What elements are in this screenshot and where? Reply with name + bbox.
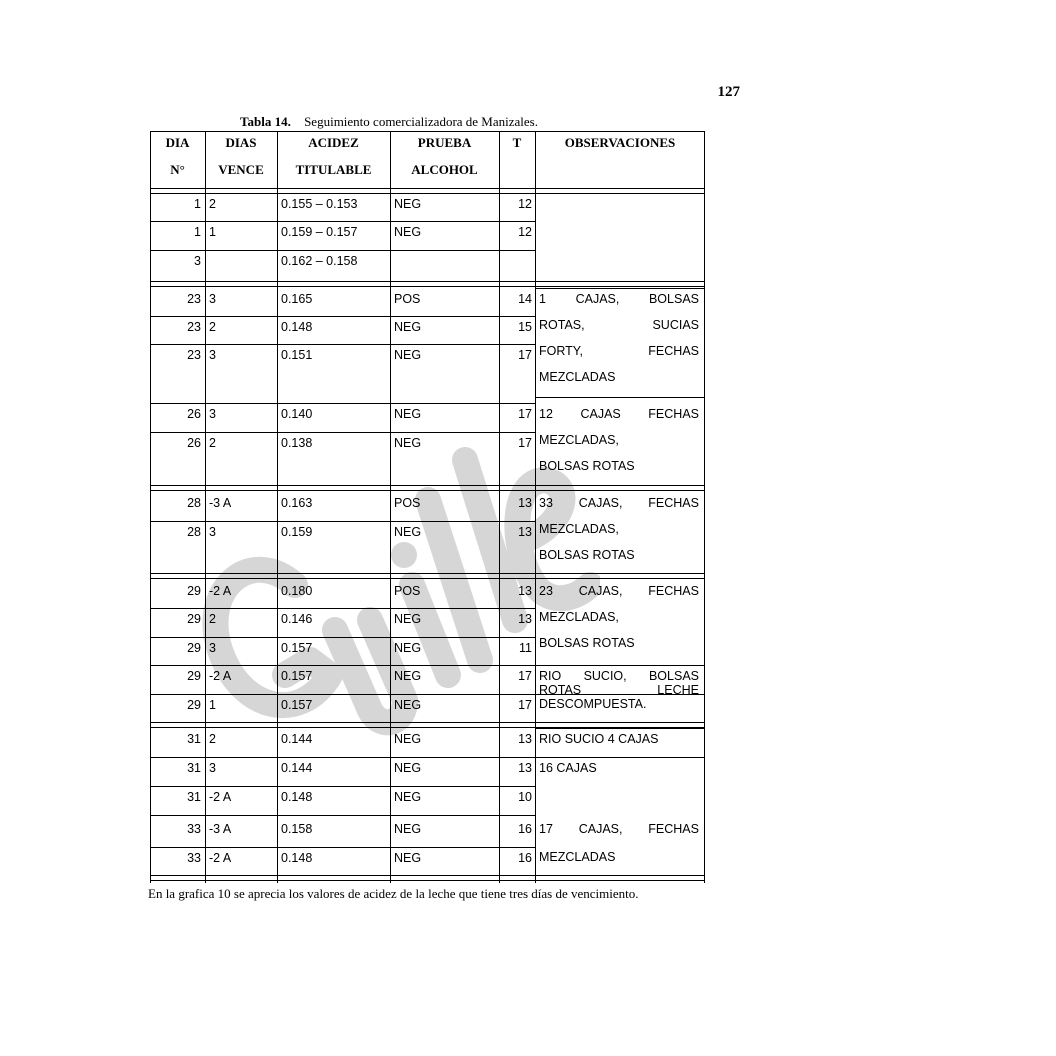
cell-dia: 31 bbox=[187, 732, 201, 746]
cell-temperature: 12 bbox=[518, 197, 532, 211]
cell-temperature: 15 bbox=[518, 320, 532, 334]
data-table bbox=[150, 131, 705, 883]
header-acidez: TITULABLE bbox=[295, 162, 372, 177]
cell-dias-vence: -3 A bbox=[209, 496, 232, 510]
cell-dia: 3 bbox=[194, 254, 201, 268]
cell-dia: 31 bbox=[187, 790, 201, 804]
observation-text: MEZCLADAS, bbox=[539, 433, 619, 447]
cell-temperature: 13 bbox=[518, 761, 532, 775]
cell-dia: 33 bbox=[187, 822, 201, 836]
cell-prueba-alcohol: NEG bbox=[394, 348, 422, 362]
cell-dia: 23 bbox=[187, 320, 201, 334]
cell-temperature: 17 bbox=[518, 407, 532, 421]
page-number: 127 bbox=[717, 84, 740, 100]
cell-dia: 33 bbox=[187, 851, 201, 865]
cell-dias-vence: -3 A bbox=[209, 822, 232, 836]
cell-prueba-alcohol: NEG bbox=[394, 197, 422, 211]
cell-acidez: 0.157 bbox=[281, 641, 313, 655]
cell-dia: 26 bbox=[187, 407, 201, 421]
cell-temperature: 13 bbox=[518, 496, 532, 510]
cell-dia: 26 bbox=[187, 436, 201, 450]
cell-acidez: 0.148 bbox=[281, 790, 313, 804]
cell-temperature: 13 bbox=[518, 584, 532, 598]
cell-dias-vence: 1 bbox=[209, 698, 216, 712]
cell-dia: 28 bbox=[187, 525, 201, 539]
cell-dias-vence: -2 A bbox=[209, 669, 232, 683]
caption-text: Seguimiento comercializadora de Manizales. bbox=[304, 114, 538, 129]
cell-acidez: 0.148 bbox=[281, 320, 313, 334]
cell-dia: 29 bbox=[187, 698, 201, 712]
cell-acidez: 0.158 bbox=[281, 822, 313, 836]
header-acidez: ACIDEZ bbox=[308, 135, 359, 150]
observation-text: BOLSAS ROTAS bbox=[539, 548, 635, 562]
body-paragraph: En la grafica 10 se aprecia los valores de acidez de la leche que tiene tres días de vencimiento. bbox=[148, 886, 639, 901]
cell-prueba-alcohol: NEG bbox=[394, 732, 422, 746]
observation-text: 16 CAJAS bbox=[539, 761, 597, 775]
cell-temperature: 14 bbox=[518, 292, 532, 306]
observation-text: ROTAS, SUCIAS bbox=[539, 318, 699, 332]
cell-acidez: 0.180 bbox=[281, 584, 313, 598]
cell-prueba-alcohol: NEG bbox=[394, 436, 422, 450]
observation-text: MEZCLADAS, bbox=[539, 522, 619, 536]
cell-dias-vence: 2 bbox=[209, 732, 216, 746]
table-caption bbox=[240, 114, 538, 130]
header-dias: VENCE bbox=[218, 162, 264, 177]
observation-text: FORTY, FECHAS bbox=[539, 344, 699, 358]
cell-dia: 23 bbox=[187, 348, 201, 362]
cell-dias-vence: 2 bbox=[209, 197, 216, 211]
cell-acidez: 0.146 bbox=[281, 612, 313, 626]
observation-text: 12 CAJAS FECHAS bbox=[539, 407, 699, 421]
cell-temperature: 17 bbox=[518, 436, 532, 450]
cell-prueba-alcohol: NEG bbox=[394, 320, 422, 334]
observation-text: MEZCLADAS, bbox=[539, 610, 619, 624]
cell-temperature: 10 bbox=[518, 790, 532, 804]
observation-text: 17 CAJAS, FECHAS bbox=[539, 822, 699, 836]
cell-prueba-alcohol: NEG bbox=[394, 669, 422, 683]
header-dias: DIAS bbox=[225, 135, 257, 150]
cell-acidez: 0.163 bbox=[281, 496, 313, 510]
header-dia: N° bbox=[170, 162, 185, 177]
cell-dia: 1 bbox=[194, 197, 201, 211]
header-dia: DIA bbox=[165, 135, 190, 150]
cell-dias-vence: -2 A bbox=[209, 790, 232, 804]
cell-temperature: 12 bbox=[518, 225, 532, 239]
observation-text: BOLSAS ROTAS bbox=[539, 459, 635, 473]
cell-prueba-alcohol: POS bbox=[394, 584, 421, 598]
cell-prueba-alcohol: NEG bbox=[394, 851, 422, 865]
header-t: T bbox=[512, 135, 522, 150]
cell-acidez: 0.138 bbox=[281, 436, 313, 450]
cell-temperature: 17 bbox=[518, 698, 532, 712]
cell-temperature: 17 bbox=[518, 669, 532, 683]
cell-acidez: 0.159 bbox=[281, 525, 313, 539]
cell-temperature: 16 bbox=[518, 851, 532, 865]
cell-prueba-alcohol: NEG bbox=[394, 790, 422, 804]
cell-dia: 28 bbox=[187, 496, 201, 510]
cell-temperature: 13 bbox=[518, 732, 532, 746]
cell-acidez: 0.157 bbox=[281, 698, 313, 712]
observation-text: MEZCLADAS bbox=[539, 850, 616, 864]
cell-dias-vence: -2 A bbox=[209, 584, 232, 598]
observation-text: ROTAS LECHE bbox=[539, 683, 699, 697]
observation-text: RIO SUCIO, BOLSAS bbox=[539, 669, 699, 683]
cell-dias-vence: 1 bbox=[209, 225, 216, 239]
cell-acidez: 0.157 bbox=[281, 669, 313, 683]
cell-acidez: 0.159 – 0.157 bbox=[281, 225, 358, 239]
cell-dias-vence: 3 bbox=[209, 641, 216, 655]
cell-temperature: 17 bbox=[518, 348, 532, 362]
cell-dias-vence: 3 bbox=[209, 407, 216, 421]
cell-acidez: 0.162 – 0.158 bbox=[281, 254, 358, 268]
cell-prueba-alcohol: POS bbox=[394, 496, 421, 510]
observation-text: 23 CAJAS, FECHAS bbox=[539, 584, 699, 598]
cell-dias-vence: -2 A bbox=[209, 851, 232, 865]
cell-prueba-alcohol: NEG bbox=[394, 761, 422, 775]
cell-dia: 29 bbox=[187, 641, 201, 655]
observation-text: MEZCLADAS bbox=[539, 370, 616, 384]
cell-dias-vence: 3 bbox=[209, 761, 216, 775]
cell-dia: 29 bbox=[187, 612, 201, 626]
cell-dias-vence: 2 bbox=[209, 320, 216, 334]
cell-acidez: 0.165 bbox=[281, 292, 313, 306]
cell-dia: 29 bbox=[187, 584, 201, 598]
cell-temperature: 16 bbox=[518, 822, 532, 836]
header-prueba: PRUEBA bbox=[417, 135, 472, 150]
cell-dias-vence: 2 bbox=[209, 612, 216, 626]
cell-acidez: 0.144 bbox=[281, 761, 313, 775]
cell-dia: 23 bbox=[187, 292, 201, 306]
cell-temperature: 11 bbox=[519, 641, 532, 655]
caption-label: Tabla 14. bbox=[240, 114, 291, 129]
cell-prueba-alcohol: NEG bbox=[394, 612, 422, 626]
cell-acidez: 0.140 bbox=[281, 407, 313, 421]
cell-prueba-alcohol: NEG bbox=[394, 225, 422, 239]
observation-text: 33 CAJAS, FECHAS bbox=[539, 496, 699, 510]
cell-prueba-alcohol: NEG bbox=[394, 525, 422, 539]
observation-text: BOLSAS ROTAS bbox=[539, 636, 635, 650]
header-obs: OBSERVACIONES bbox=[564, 135, 676, 150]
cell-prueba-alcohol: POS bbox=[394, 292, 421, 306]
cell-acidez: 0.144 bbox=[281, 732, 313, 746]
observation-text: 1 CAJAS, BOLSAS bbox=[539, 292, 699, 306]
cell-temperature: 13 bbox=[518, 612, 532, 626]
header-prueba: ALCOHOL bbox=[411, 162, 478, 177]
observation-text: DESCOMPUESTA. bbox=[539, 697, 647, 711]
cell-prueba-alcohol: NEG bbox=[394, 641, 422, 655]
observation-text: RIO SUCIO 4 CAJAS bbox=[539, 732, 659, 746]
cell-acidez: 0.151 bbox=[281, 348, 313, 362]
cell-dia: 29 bbox=[187, 669, 201, 683]
cell-dias-vence: 3 bbox=[209, 292, 216, 306]
cell-dias-vence: 3 bbox=[209, 348, 216, 362]
cell-dias-vence: 3 bbox=[209, 525, 216, 539]
cell-dia: 1 bbox=[194, 225, 201, 239]
cell-prueba-alcohol: NEG bbox=[394, 407, 422, 421]
cell-prueba-alcohol: NEG bbox=[394, 822, 422, 836]
cell-temperature: 13 bbox=[518, 525, 532, 539]
cell-acidez: 0.148 bbox=[281, 851, 313, 865]
cell-dias-vence: 2 bbox=[209, 436, 216, 450]
cell-prueba-alcohol: NEG bbox=[394, 698, 422, 712]
cell-dia: 31 bbox=[187, 761, 201, 775]
cell-acidez: 0.155 – 0.153 bbox=[281, 197, 358, 211]
